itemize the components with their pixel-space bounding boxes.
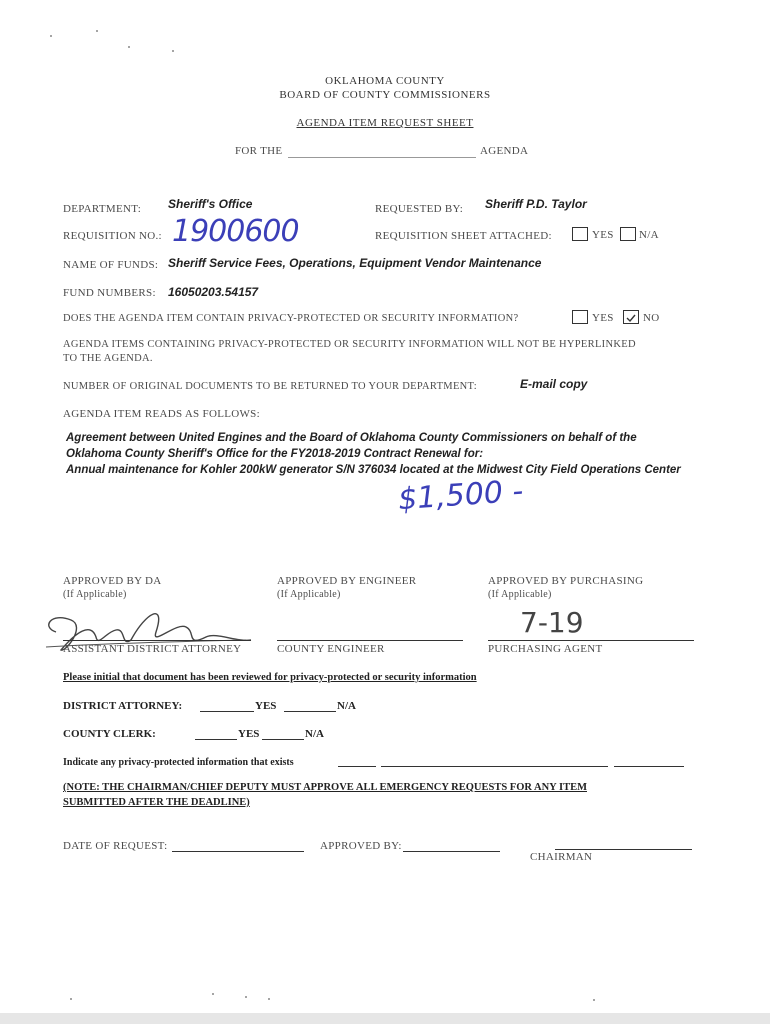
- privacy-no-label: NO: [643, 312, 660, 324]
- privacy-info-blank[interactable]: [614, 766, 684, 767]
- emergency-note-line2: SUBMITTED AFTER THE DEADLINE): [63, 797, 250, 808]
- requisition-value: 1900600: [172, 214, 299, 249]
- privacy-note-line2: TO THE AGENDA.: [63, 353, 153, 364]
- privacy-note-line1: AGENDA ITEMS CONTAINING PRIVACY-PROTECTED OR SECURITY INFORMATION WILL NOT BE HYPERLINKED: [63, 339, 636, 350]
- requisition-sheet-label: REQUISITION SHEET ATTACHED:: [375, 230, 552, 242]
- name-of-funds-label: NAME OF FUNDS:: [63, 259, 159, 271]
- clerk-yes-blank[interactable]: [195, 739, 237, 740]
- sheet-title: AGENDA ITEM REQUEST SHEET: [296, 117, 474, 129]
- da-na-blank[interactable]: [284, 711, 336, 712]
- privacy-no-checkbox[interactable]: [623, 310, 639, 324]
- agenda-date-blank: [288, 157, 476, 158]
- scanner-edge-strip: [0, 1013, 770, 1024]
- engineer-approval-label: APPROVED BY ENGINEER: [277, 575, 417, 587]
- purchasing-approval-sub: (If Applicable): [488, 589, 552, 600]
- privacy-question: DOES THE AGENDA ITEM CONTAIN PRIVACY-PROTECTED OR SECURITY INFORMATION?: [63, 313, 519, 324]
- date-of-request-label: DATE OF REQUEST:: [63, 840, 168, 852]
- for-the-label: FOR THE: [235, 145, 283, 157]
- emergency-note-line1: (NOTE: THE CHAIRMAN/CHIEF DEPUTY MUST APPROVE ALL EMERGENCY REQUESTS FOR ANY ITEM: [63, 782, 587, 793]
- da-yes-blank[interactable]: [200, 711, 254, 712]
- da-signature-line: [63, 640, 251, 641]
- department-label: DEPARTMENT:: [63, 203, 142, 215]
- scan-speck: [212, 993, 214, 995]
- reads-as-follows-label: AGENDA ITEM READS AS FOLLOWS:: [63, 408, 260, 420]
- agenda-label: AGENDA: [480, 145, 529, 157]
- scan-speck: [245, 996, 247, 998]
- num-docs-label: NUMBER OF ORIGINAL DOCUMENTS TO BE RETURNED TO YOUR DEPARTMENT:: [63, 381, 477, 392]
- name-of-funds-value: Sheriff Service Fees, Operations, Equipment Vendor Maintenance: [168, 256, 542, 270]
- scan-speck: [70, 998, 72, 1000]
- purchasing-signature-caption: PURCHASING AGENT: [488, 643, 603, 655]
- clerk-na-label: N/A: [305, 728, 324, 740]
- purchasing-signature-line: [488, 640, 694, 641]
- handwritten-amount: $1,500 -: [396, 473, 525, 518]
- county-clerk-label: COUNTY CLERK:: [63, 728, 156, 740]
- privacy-yes-label: YES: [592, 312, 614, 324]
- chairman-caption: CHAIRMAN: [530, 851, 593, 863]
- engineer-signature-caption: COUNTY ENGINEER: [277, 643, 385, 655]
- scan-speck: [172, 50, 174, 52]
- scan-speck: [50, 35, 52, 37]
- engineer-signature-line: [277, 640, 463, 641]
- date-of-request-blank[interactable]: [172, 851, 304, 852]
- req-sheet-yes-label: YES: [592, 229, 614, 241]
- requested-by-value: Sheriff P.D. Taylor: [485, 197, 587, 211]
- req-sheet-yes-checkbox[interactable]: [572, 227, 588, 241]
- chairman-signature-line[interactable]: [555, 849, 692, 850]
- privacy-info-blank[interactable]: [381, 766, 608, 767]
- approved-by-blank[interactable]: [403, 851, 500, 852]
- requested-by-label: REQUESTED BY:: [375, 203, 464, 215]
- req-sheet-na-checkbox[interactable]: [620, 227, 636, 241]
- num-docs-value: E-mail copy: [520, 377, 588, 391]
- privacy-info-blank[interactable]: [338, 766, 376, 767]
- agenda-text-line2: Oklahoma County Sheriff's Office for the FY2018-2019 Contract Renewal for:: [66, 448, 484, 460]
- clerk-yes-label: YES: [238, 728, 260, 740]
- district-attorney-label: DISTRICT ATTORNEY:: [63, 700, 183, 712]
- board-title: BOARD OF COUNTY COMMISSIONERS: [279, 89, 491, 101]
- clerk-na-blank[interactable]: [262, 739, 304, 740]
- approved-by-label: APPROVED BY:: [320, 840, 402, 852]
- da-signature-caption: ASSISTANT DISTRICT ATTORNEY: [63, 643, 242, 655]
- scan-speck: [593, 999, 595, 1001]
- requisition-label: REQUISITION NO.:: [63, 230, 162, 242]
- scan-speck: [96, 30, 98, 32]
- da-yes-label: YES: [255, 700, 277, 712]
- indicate-privacy-label: Indicate any privacy-protected information that exists: [63, 757, 294, 768]
- signature-note: Please initial that document has been reviewed for privacy-protected or security information: [63, 672, 477, 683]
- da-approval-label: APPROVED BY DA: [63, 575, 162, 587]
- purchasing-approval-label: APPROVED BY PURCHASING: [488, 575, 644, 587]
- da-approval-sub: (If Applicable): [63, 589, 127, 600]
- da-na-label: N/A: [337, 700, 356, 712]
- scan-speck: [128, 46, 130, 48]
- fund-numbers-value: 16050203.54157: [168, 285, 259, 299]
- checkmark-icon: [624, 312, 638, 324]
- county-title: OKLAHOMA COUNTY: [325, 75, 445, 87]
- agenda-text-line1: Agreement between United Engines and the Board of Oklahoma County Commissioners on behalf of the: [66, 432, 637, 444]
- fund-numbers-label: FUND NUMBERS:: [63, 287, 156, 299]
- scan-speck: [268, 998, 270, 1000]
- agenda-text-line3: Annual maintenance for Kohler 200kW generator S/N 376034 located at the Midwest City Field Operations Center: [66, 464, 681, 476]
- department-value: Sheriff's Office: [168, 197, 253, 211]
- engineer-approval-sub: (If Applicable): [277, 589, 341, 600]
- req-sheet-na-label: N/A: [639, 229, 659, 241]
- privacy-yes-checkbox[interactable]: [572, 310, 588, 324]
- purchasing-date-handwritten: 7-19: [520, 606, 584, 639]
